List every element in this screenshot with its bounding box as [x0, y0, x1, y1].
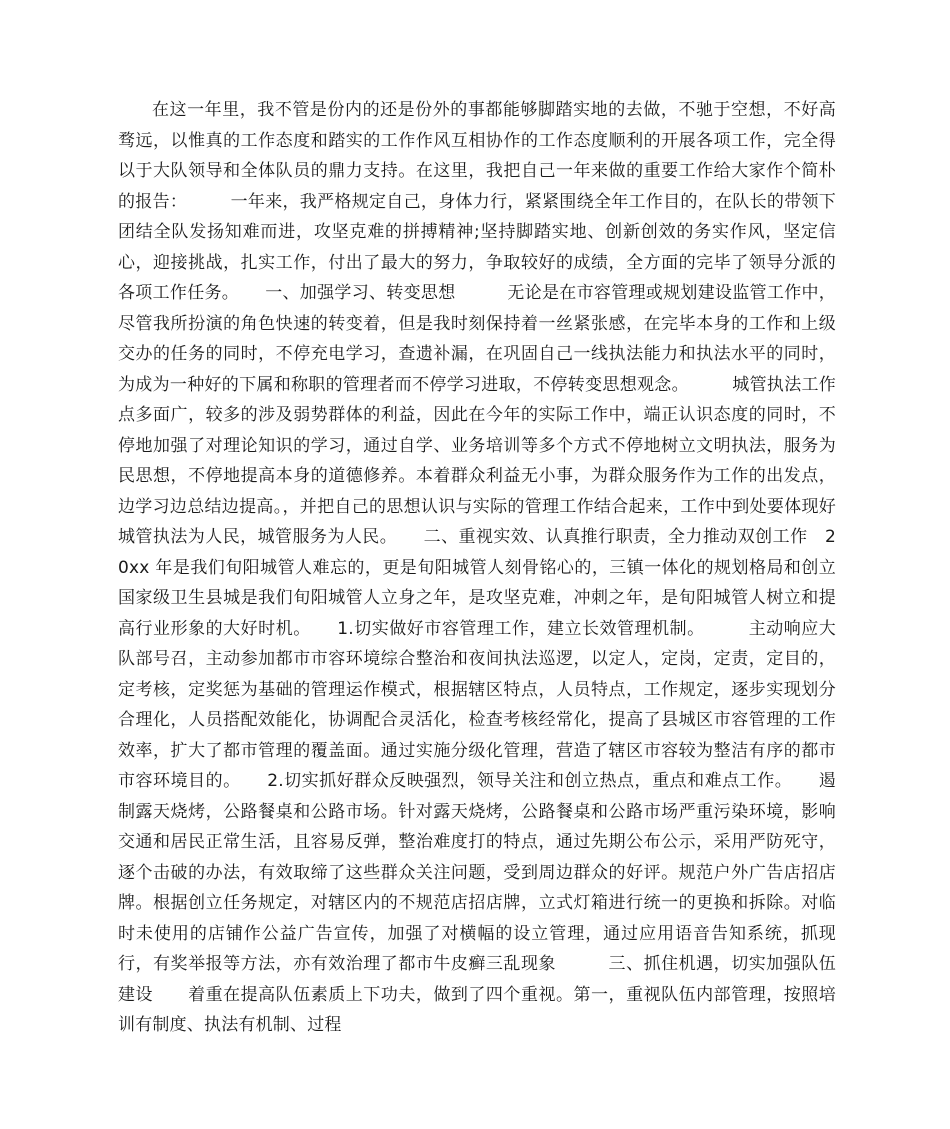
body-paragraph: 在这一年里，我不管是份内的还是份外的事都能够脚踏实地的去做，不驰于空想，不好高骛远，以惟真的工作态度和踏实的工作作风互相协作的工作态度顺利的开展各项工作，完全得以于大队领导和全体队员的鼎力支持。在这里，我把自己一年来做的重要工作给大家作个简朴的报告： 一年来，我严格规定自己，身体力行，紧紧围绕全年工作目的，在队长的带领下团结全队发扬知难而进，攻坚克难的拼搏精神;坚持脚踏实地、创新创效的务实作风，坚定信心，迎接挑战，扎实工作，付出了最大的努力，争取较好的成绩，全方面的完毕了领导分派的各项工作任务。 一、加强学习、转变思想 无论是在市容管理或规划建设监管工作中，尽管我所扮演的角色快速的转变着，但是我时刻保持着一丝紧张感，在完毕本身的工作和上级交办的任务的同时，不停充电学习，查遗补漏，在巩固自己一线执法能力和执法水平的同时，为成为一种好的下属和称职的管理者而不停学习进取，不停转变思想观念。 城管执法工作点多面广，较多的涉及弱势群体的利益，因此在今年的实际工作中，端正认识态度的同时，不停地加强了对理论知识的学习，通过自学、业务培训等多个方式不停地树立文明执法，服务为民思想，不停地提高本身的道德修养。本着群众利益无小事，为群众服务作为工作的出发点，边学习边总结边提高。，并把自己的思想认识与实际的管理工作结合起来，工作中到处要体现好城管执法为人民，城管服务为人民。 二、重视实效、认真推行职责，全力推动双创工作 20xx 年是我们旬阳城管人难忘的，更是旬阳城管人刻骨铭心的，三镇一体化的规划格局和创立国家级卫生县城是我们旬阳城管人立身之年，是攻坚克难，冲刺之年，是旬阳城管人树立和提高行业形象的大好时机。 1.切实做好市容管理工作，建立长效管理机制。 主动响应大队部号召，主动参加都市市容环境综合整治和夜间执法巡逻，以定人，定岗，定责，定目的，定考核，定奖惩为基础的管理运作模式，根据辖区特点，人员特点，工作规定，逐步实现划分合理化，人员搭配效能化，协调配合灵活化，检查考核经常化，提高了县城区市容管理的工作效率，扩大了都市管理的覆盖面。通过实施分级化管理，营造了辖区市容较为整洁有序的都市市容环境目的。 2.切实抓好群众反映强烈，领导关注和创立热点，重点和难点工作。 遏制露天烧烤，公路餐桌和公路市场。针对露天烧烤，公路餐桌和公路市场严重污染环境，影响交通和居民正常生活，且容易反弹，整治难度打的特点，通过先期公布公示，采用严防死守，逐个击破的办法，有效取缔了这些群众关注问题，受到周边群众的好评。规范户外广告店招店牌。根据创立任务规定，对辖区内的不规范店招店牌，立式灯箱进行统一的更换和拆除。对临时未使用的店铺作公益广告宣传，加强了对横幅的设立管理，通过应用语音告知系统，抓现行，有奖举报等方法，亦有效治理了都市牛皮癣三乱现象 三、抓住机遇，切实加强队伍建设 着重在提高队伍素质上下功夫，做到了四个重视。第一，重视队伍内部管理，按照培训有制度、执法有机制、过程 — [118, 100, 836, 1035]
document-body — [118, 95, 836, 1041]
